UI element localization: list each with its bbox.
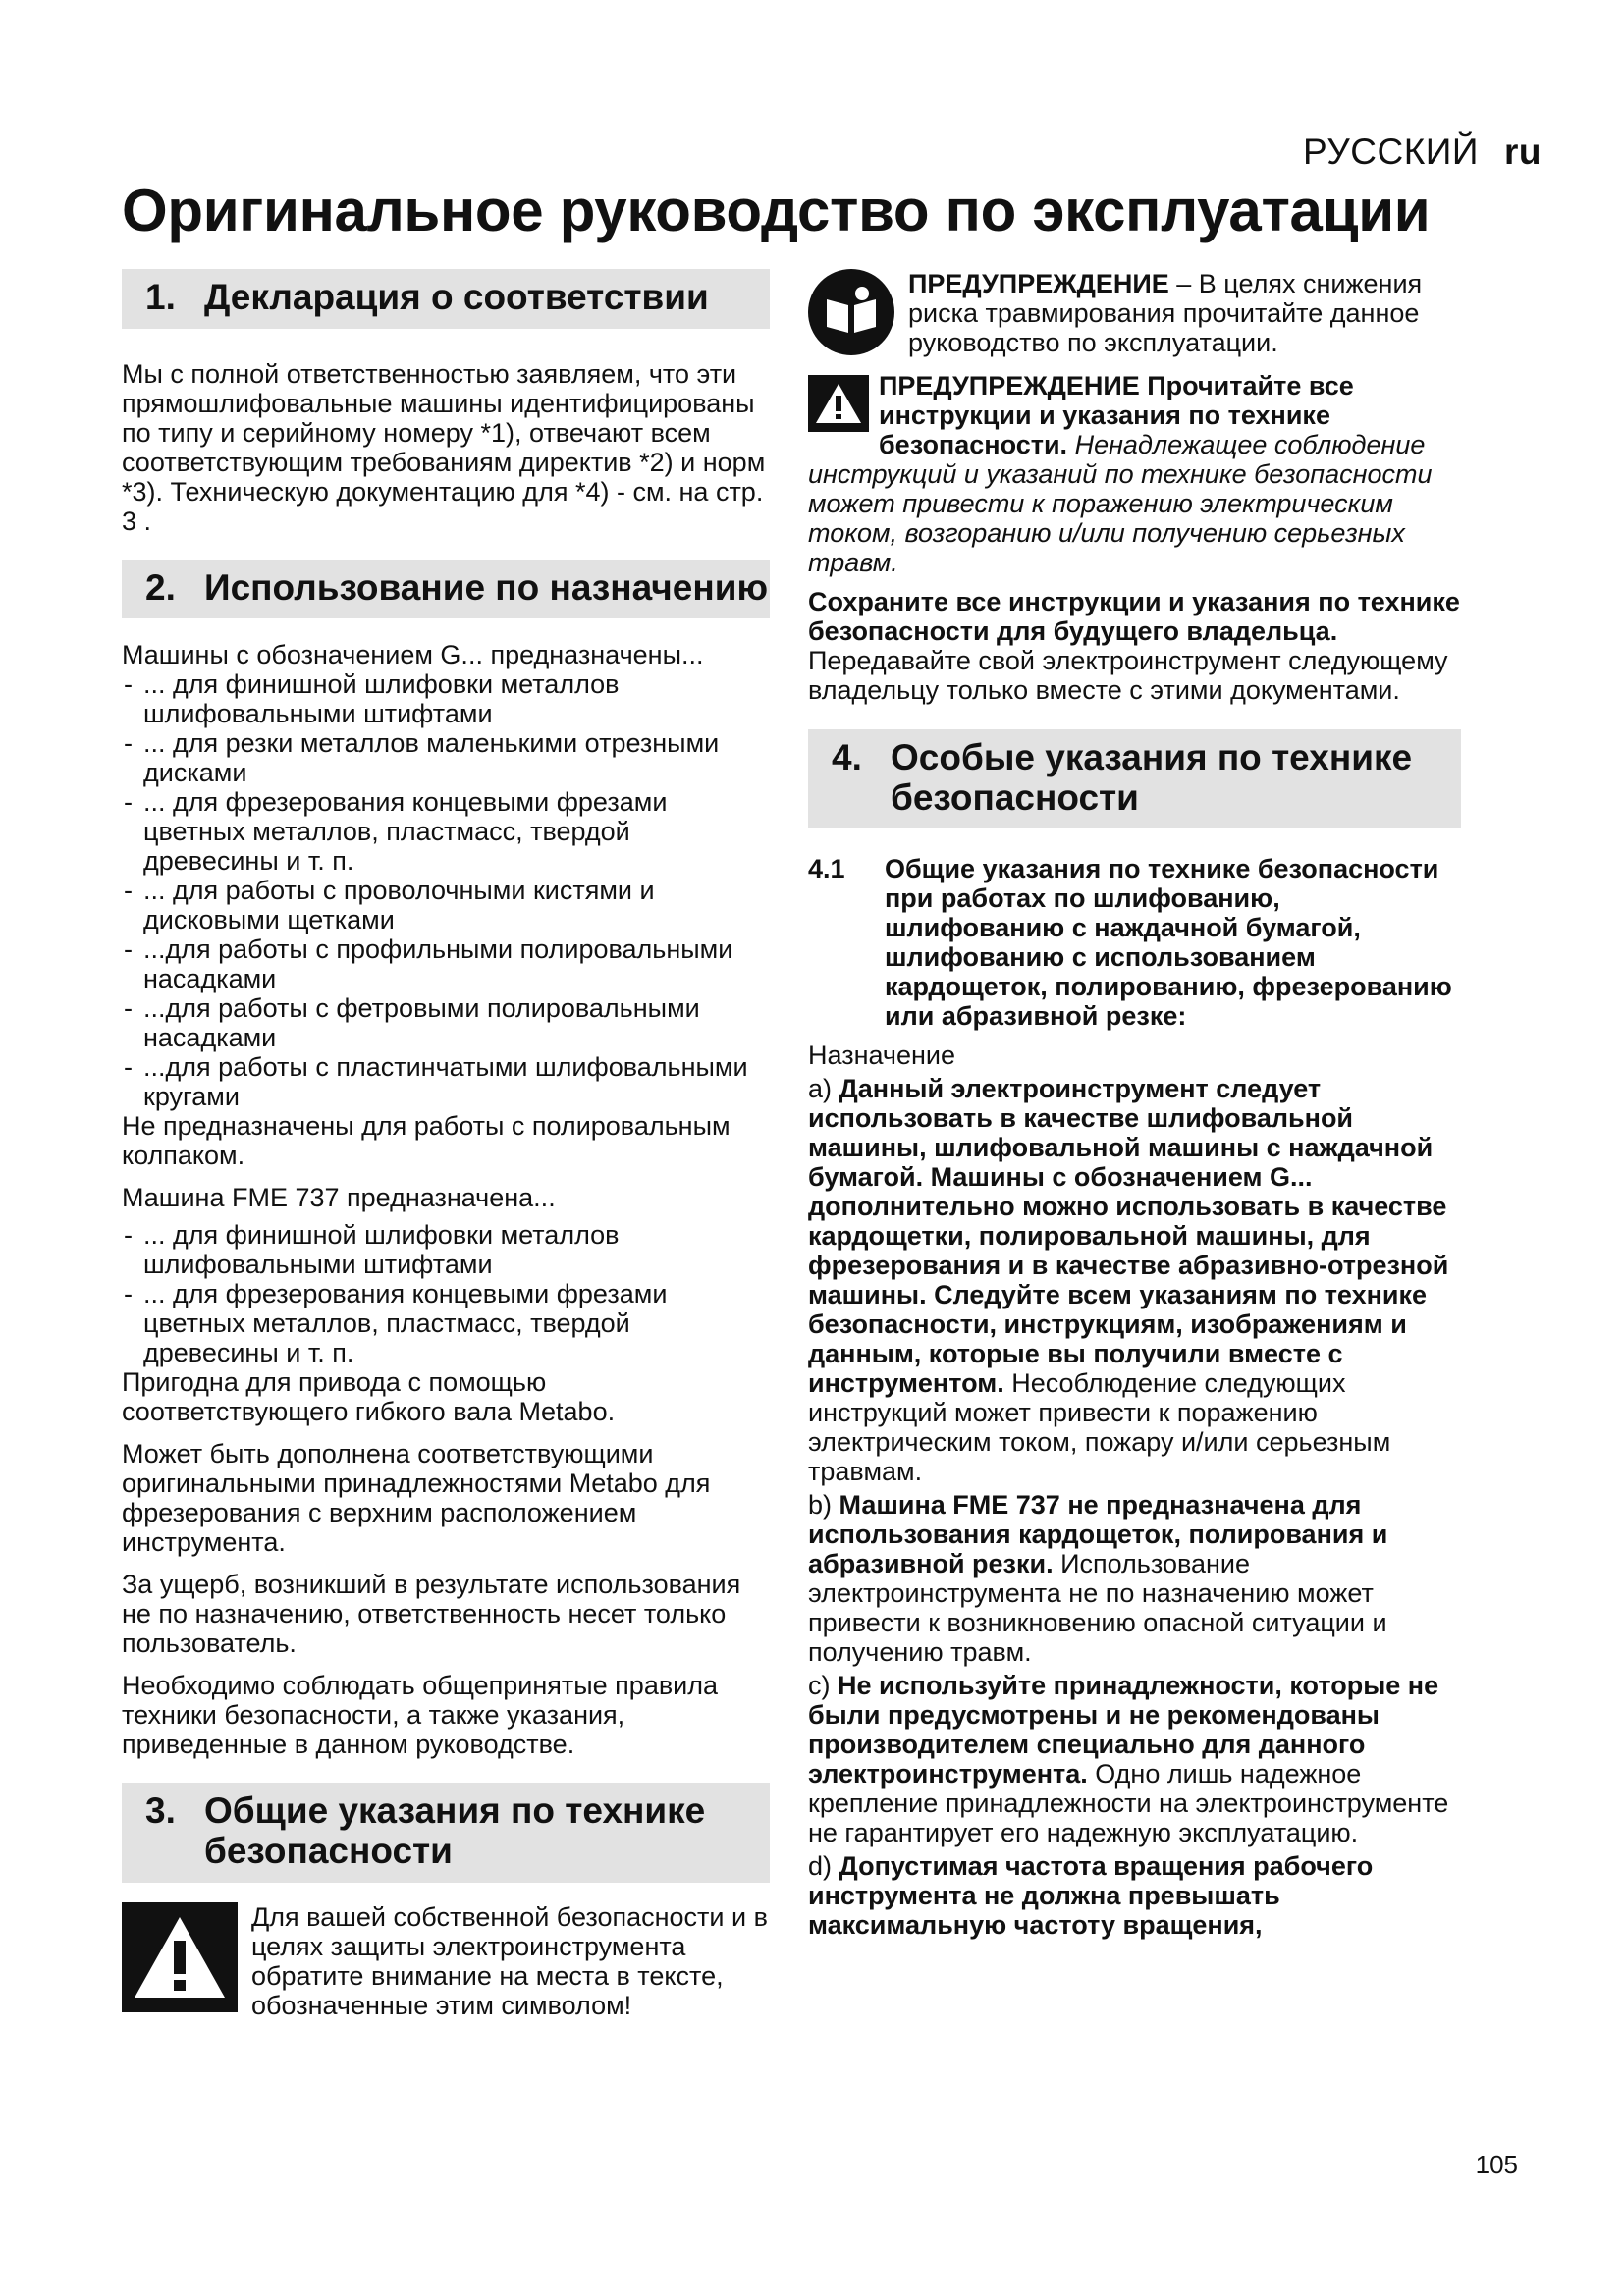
list-item: - ...для работы с пластинчатыми шлифовальными кругами	[122, 1052, 770, 1111]
fme-intro: Машина FME 737 предназначена...	[122, 1183, 556, 1213]
language-code: ru	[1504, 132, 1542, 172]
liability-text: За ущерб, возникший в результате использования не по назначению, ответственность несет только пользователь.	[122, 1570, 741, 1659]
subsection-4-1	[808, 854, 1461, 1031]
warning-1-text: – В целях снижения риска травмирования прочитайте данное руководство по эксплуатации.	[908, 269, 1423, 357]
item-d-bold: Допустимая частота вращения рабочего инструмента не должна превышать максимальную частоту вращения,	[808, 1851, 1374, 1941]
list-item: - ... для фрезерования концевыми фрезами цветных металлов, пластмасс, твердой древесины и т. п.	[122, 787, 770, 876]
list-item: - ... для финишной шлифовки металлов шлифовальными штифтами	[122, 669, 770, 728]
section-4-number: 4.	[832, 737, 862, 777]
language-label: РУССКИЙ	[1302, 132, 1479, 172]
accessories-text: Может быть дополнена соответствующими оригинальными принадлежностями Metabo для фрезерования с верхним расположением инструмента.	[122, 1439, 711, 1558]
section-4-title: Особые указания по технике безопасности	[891, 737, 1413, 818]
section-3-number: 3.	[145, 1790, 176, 1832]
item-c-bold: Не используйте принадлежности, которые не были предусмотрены и не рекомендованы производителем специально для данного электроинструмента.	[808, 1671, 1439, 1789]
safety-symbol-note	[122, 1902, 770, 2020]
item-b-bold: Машина FME 737 не предназначена для использования кардощеток, полирования и абразивной резки.	[808, 1490, 1388, 1579]
pass-on-text: Передавайте свой электроинструмент следующему владельцу только вместе с этими документами.	[808, 646, 1448, 705]
warning-2-bold: ПРЕДУПРЕЖДЕНИЕ Прочитайте все инструкции и указания по технике безопасности.	[879, 371, 1354, 459]
declaration-text: Мы с полной ответственностью заявляем, что эти прямошлифовальные машины идентифицированы по типу и серийному номеру *1), отвечают всем соответствующим требованиям директив *2) и норм *3). Техническую документацию для *4) - см. на стр. 3 .	[122, 358, 766, 536]
read-instructions-warning	[808, 371, 1461, 577]
item-d-label: d)	[808, 1851, 839, 1882]
g-uses-list	[122, 669, 770, 1111]
item-d	[808, 1851, 1461, 1940]
safety-rules-text: Необходимо соблюдать общепринятые правила техники безопасности, а также указания, приведенные в данном руководстве.	[122, 1671, 719, 1760]
item-a-text: Несоблюдение следующих инструкций может привести к поражению электрическим током, пожару и/или серьезным травмам.	[808, 1368, 1391, 1487]
list-item: - ...для работы с фетровыми полировальными насадками	[122, 993, 770, 1052]
section-1-heading	[122, 269, 770, 329]
list-item: - ...для работы с профильными полировальными насадками	[122, 934, 770, 993]
read-manual-warning	[808, 269, 1461, 361]
list-item: - ... для финишной шлифовки металлов шлифовальными штифтами	[122, 1220, 770, 1279]
right-column	[808, 269, 1461, 1940]
warning-triangle-icon	[122, 1902, 238, 2012]
g-intro: Машины с обозначением G... предназначены...	[122, 640, 704, 670]
item-b-label: b)	[808, 1490, 839, 1521]
list-item: - ... для резки металлов маленькими отрезными дисками	[122, 728, 770, 787]
item-b	[808, 1490, 1461, 1667]
list-item: - ... для фрезерования концевыми фрезами цветных металлов, пластмасс, твердой древесины и т. п.	[122, 1279, 770, 1367]
item-a-bold: Данный электроинструмент следует использовать в качестве шлифовальной машины, шлифовальной машины с наждачной бумагой. Машины с обозначением G... дополнительно можно использовать в качестве кардощетки, полировальной машины, для фрезерования и в качестве абразивно-отрезной машины. Следуйте всем указаниям по технике безопасности, инструкциям, изображениям и данным, которые вы получили вместе с инструментом.	[808, 1074, 1449, 1399]
read-manual-icon	[808, 269, 894, 355]
save-instructions-bold: Сохраните все инструкции и указания по технике безопасности для будущего владельца.	[808, 587, 1460, 646]
section-2-heading	[122, 560, 770, 619]
page-title: Оригинальное руководство по эксплуатации	[122, 178, 1431, 243]
item-c	[808, 1671, 1461, 1847]
list-item: - ... для работы с проволочными кистями и дисковыми щетками	[122, 876, 770, 934]
purpose-heading: Назначение	[808, 1041, 956, 1071]
item-a-label: a)	[808, 1074, 839, 1104]
subsection-number: 4.1	[808, 854, 845, 884]
safety-symbol-text: Для вашей собственной безопасности и в целях защиты электроинструмента обратите внимание на места в тексте, обозначенные этим символом!	[251, 1901, 768, 2020]
subsection-title: Общие указания по технике безопасности при работах по шлифованию, шлифованию с наждачной бумагой, шлифованию с использованием кардощеток, полированию, фрезерованию или абразивной резке:	[885, 854, 1452, 1032]
left-column	[122, 269, 770, 2020]
section-4-heading	[808, 729, 1461, 828]
item-a	[808, 1074, 1461, 1486]
fme-uses-list	[122, 1220, 770, 1367]
flexible-shaft-text: Пригодна для привода с помощью соответствующего гибкого вала Metabo.	[122, 1367, 616, 1427]
section-3-heading	[122, 1783, 770, 1882]
section-1-title: Декларация о соответствии	[204, 277, 709, 317]
item-c-label: c)	[808, 1671, 838, 1701]
item-c-text: Одно лишь надежное крепление принадлежности на электроинструменте не гарантирует его надежную эксплуатацию.	[808, 1759, 1449, 1848]
language-header	[1303, 132, 1542, 173]
page-number: 105	[1475, 2150, 1518, 2179]
warning-1-bold: ПРЕДУПРЕЖДЕНИЕ	[908, 269, 1169, 298]
not-intended-text: Не предназначены для работы с полировальным колпаком.	[122, 1111, 731, 1171]
item-b-text: Использование электроинструмента не по назначению может привести к возникновению опасной ситуации и получению травм.	[808, 1549, 1387, 1668]
section-2-title: Использование по назначению	[204, 566, 769, 608]
section-3-title: Общие указания по технике безопасности	[204, 1790, 706, 1872]
warning-triangle-icon	[808, 375, 869, 432]
section-1-number: 1.	[145, 277, 176, 317]
section-2-number: 2.	[145, 566, 176, 608]
warning-2-italic: Ненадлежащее соблюдение инструкций и указаний по технике безопасности может привести к поражению электрическим током, возгоранию и/или получению серьезных травм.	[808, 430, 1433, 577]
